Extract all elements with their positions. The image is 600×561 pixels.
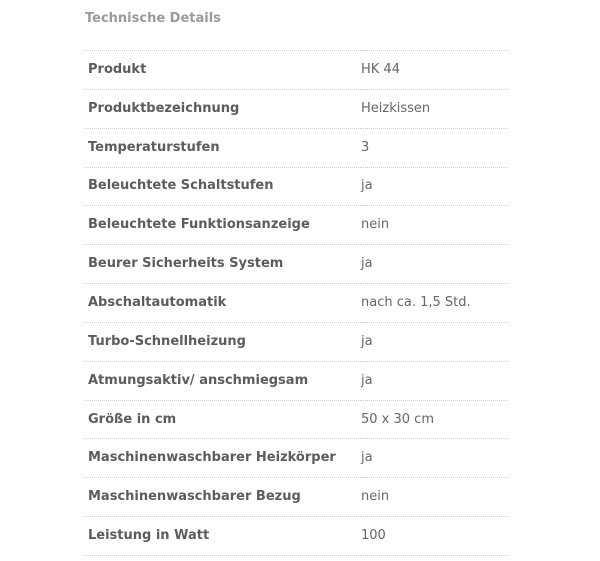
table-row (84, 128, 508, 167)
row-value: 100 (361, 528, 386, 544)
row-value: ja (361, 178, 373, 194)
row-label: Beurer Sicherheits System (88, 256, 284, 272)
table-row (84, 284, 508, 323)
technical-details-body (84, 51, 508, 556)
table-row (84, 517, 508, 556)
table-row (84, 478, 508, 517)
row-value: HK 44 (361, 61, 400, 77)
table-row (84, 361, 508, 400)
row-value: Heizkissen (361, 100, 431, 116)
table-row (84, 51, 508, 90)
row-label: Maschinenwaschbarer Heizkörper (88, 450, 336, 466)
table-row (84, 206, 508, 245)
row-label: Atmungsaktiv/ anschmiegsam (88, 372, 309, 388)
row-value: nein (361, 217, 390, 233)
table-row (84, 89, 508, 128)
row-value: nach ca. 1,5 Std. (361, 294, 471, 310)
table-row (84, 322, 508, 361)
row-label: Produkt (88, 61, 147, 77)
row-label: Beleuchtete Schaltstufen (88, 178, 274, 194)
row-value: ja (361, 372, 373, 388)
technical-details-table (84, 50, 508, 556)
row-value: 50 x 30 cm (361, 411, 434, 427)
section-title: Technische Details (85, 11, 221, 26)
row-value: ja (361, 450, 373, 466)
table-row (84, 400, 508, 439)
row-label: Maschinenwaschbarer Bezug (88, 489, 301, 505)
row-label: Abschaltautomatik (88, 294, 227, 310)
table-row (84, 245, 508, 284)
row-label: Turbo-Schnellheizung (88, 333, 246, 349)
row-value: 3 (361, 139, 370, 155)
row-label: Leistung in Watt (88, 528, 210, 544)
table-row (84, 167, 508, 206)
row-value: ja (361, 333, 373, 349)
row-label: Produktbezeichnung (88, 100, 240, 116)
row-value: nein (361, 489, 390, 505)
row-label: Beleuchtete Funktionsanzeige (88, 217, 310, 233)
row-value: ja (361, 256, 373, 272)
table-row (84, 439, 508, 478)
row-label: Größe in cm (88, 411, 177, 427)
row-label: Temperaturstufen (88, 139, 220, 155)
